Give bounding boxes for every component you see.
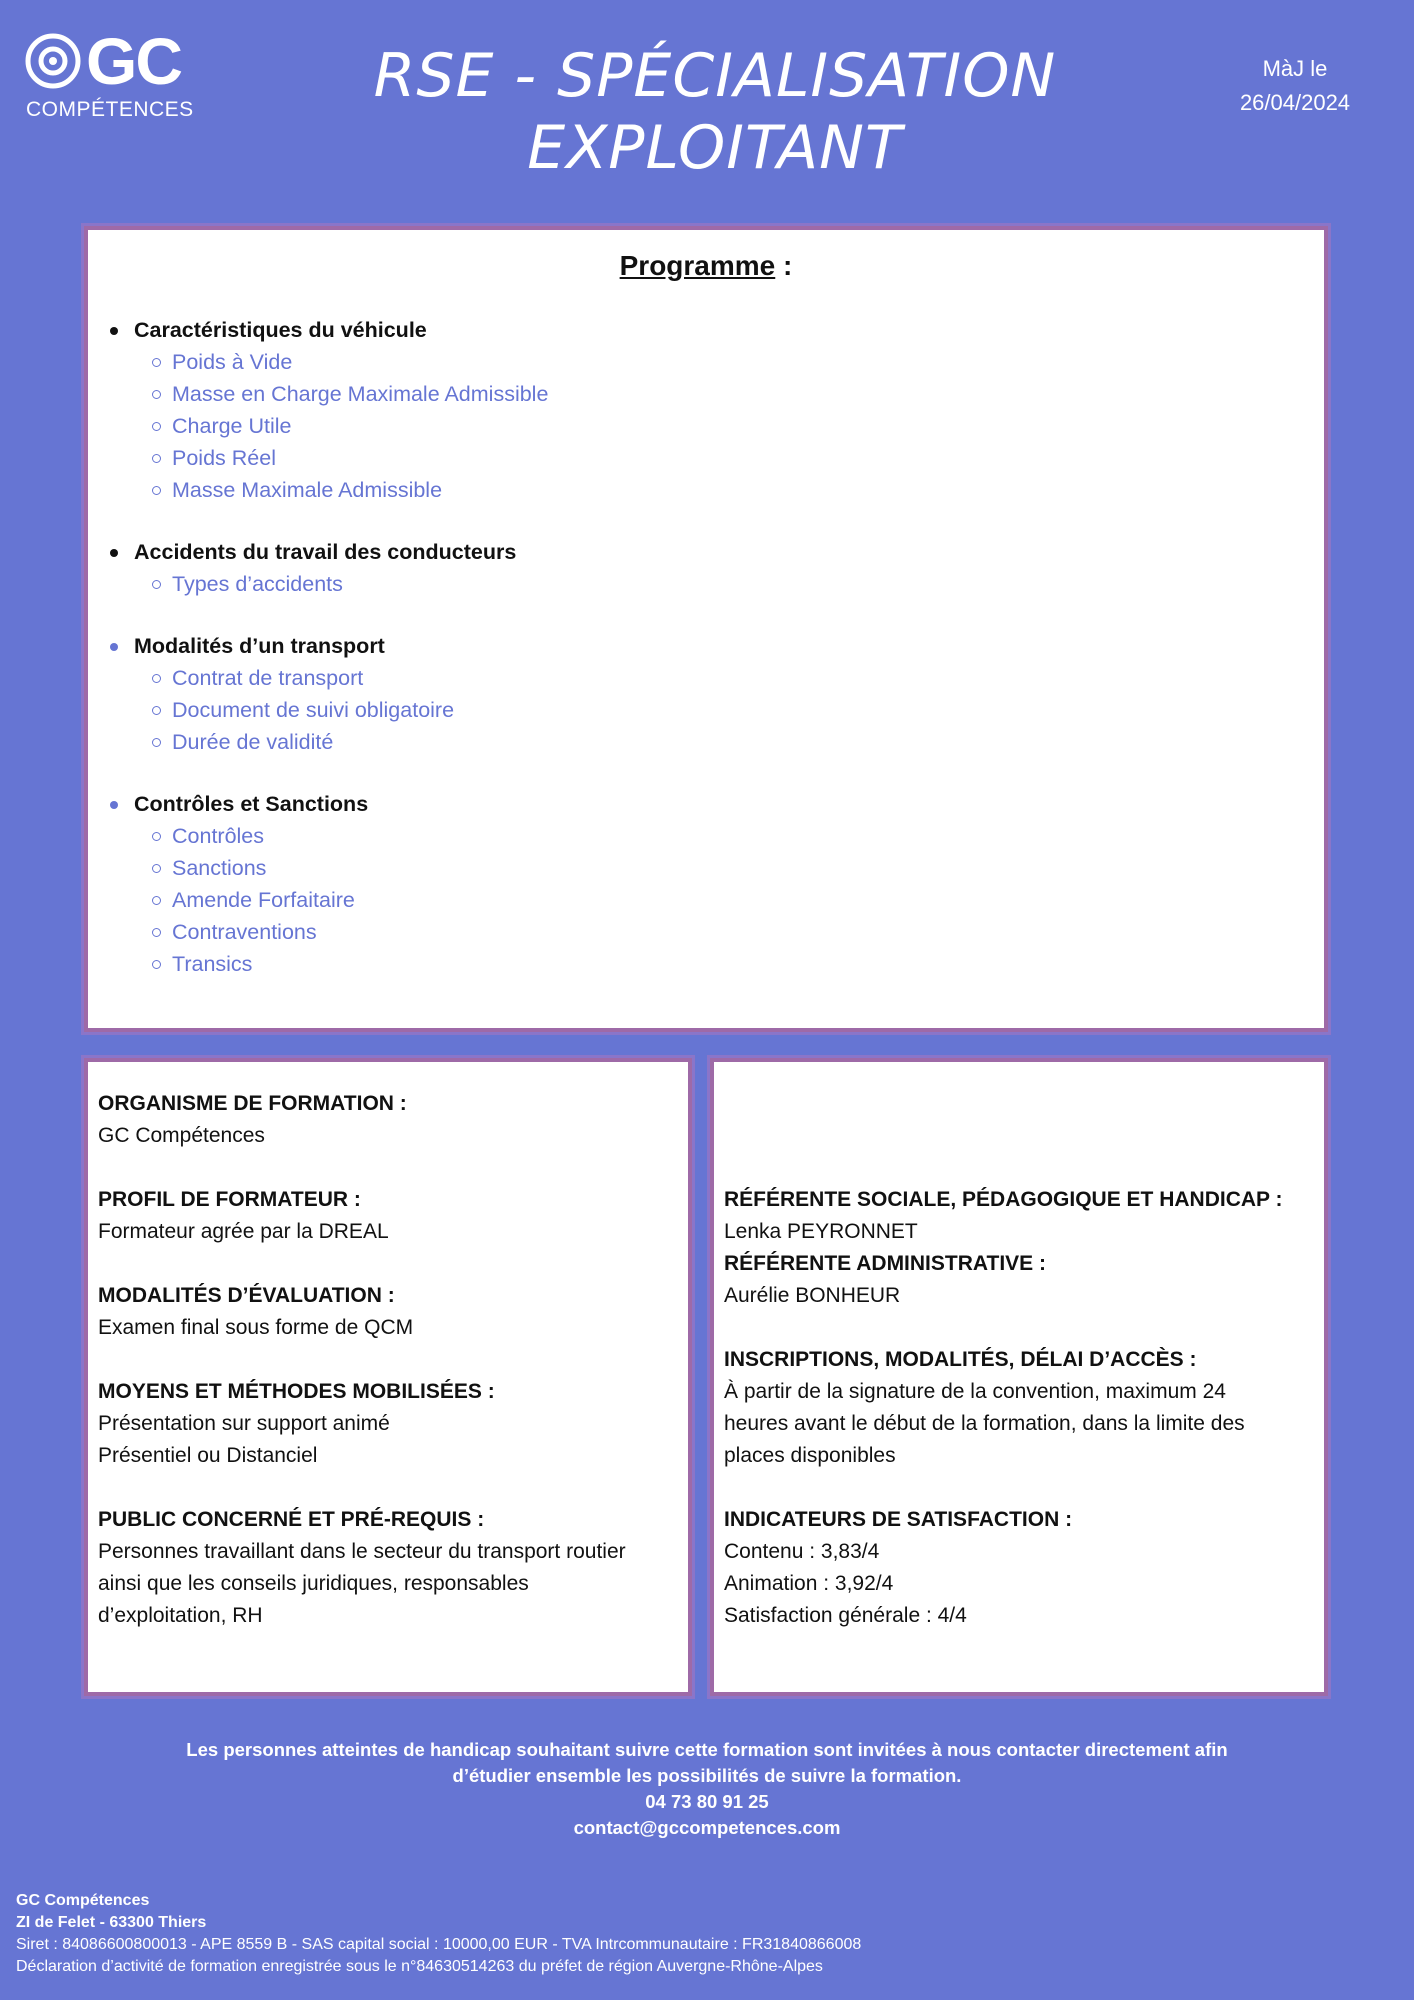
list-item	[152, 662, 1324, 694]
page-title	[330, 40, 1100, 184]
moyens-label: MOYENS ET MÉTHODES MOBILISÉES :	[98, 1380, 495, 1403]
circle-bullet-icon	[152, 960, 161, 969]
programme-heading-text: Programme	[619, 250, 776, 281]
logo-circle-icon	[24, 32, 82, 90]
circle-bullet-icon	[152, 422, 161, 431]
list-item-text: Masse en Charge Maximale Admissible	[172, 382, 549, 406]
update-date-block	[1200, 52, 1390, 120]
programme-topic	[108, 314, 1324, 506]
contact-info-card	[710, 1058, 1328, 1696]
circle-bullet-icon	[152, 928, 161, 937]
public-line-2: ainsi que les conseils juridiques, responsables	[98, 1572, 529, 1595]
satisfaction-label: INDICATEURS DE SATISFACTION :	[724, 1508, 1073, 1531]
bullet-icon	[110, 801, 118, 809]
topic-items	[108, 662, 1324, 758]
list-item	[152, 948, 1324, 980]
programme-topic	[108, 630, 1324, 758]
list-item-text: Contrat de transport	[172, 666, 364, 690]
training-info-card	[84, 1058, 692, 1696]
circle-bullet-icon	[152, 580, 161, 589]
list-item	[152, 378, 1324, 410]
list-item	[152, 726, 1324, 758]
topic-items	[108, 820, 1324, 980]
circle-bullet-icon	[152, 738, 161, 747]
profil-value: Formateur agrée par la DREAL	[98, 1220, 389, 1243]
company-legal-info	[16, 1890, 861, 1978]
bullet-icon	[110, 643, 118, 651]
contact-info	[724, 1184, 1283, 1632]
inscriptions-line-3: places disponibles	[724, 1444, 896, 1467]
organisme-value: GC Compétences	[98, 1124, 265, 1147]
list-item-text: Contraventions	[172, 920, 317, 944]
list-item-text: Amende Forfaitaire	[172, 888, 355, 912]
contact-email[interactable]: contact@gccompetences.com	[573, 1817, 841, 1838]
public-label: PUBLIC CONCERNÉ ET PRÉ-REQUIS :	[98, 1508, 485, 1531]
handicap-note	[100, 1737, 1314, 1841]
training-info	[98, 1088, 626, 1632]
contact-phone[interactable]: 04 73 80 91 25	[645, 1791, 769, 1812]
referente-admin-label: RÉFÉRENTE ADMINISTRATIVE :	[724, 1252, 1047, 1275]
referente-sociale-value: Lenka PEYRONNET	[724, 1220, 918, 1243]
circle-bullet-icon	[152, 864, 161, 873]
list-item-text: Charge Utile	[172, 414, 292, 438]
inscriptions-label: INSCRIPTIONS, MODALITÉS, DÉLAI D’ACCÈS :	[724, 1348, 1197, 1371]
list-item	[152, 820, 1324, 852]
circle-bullet-icon	[152, 832, 161, 841]
topic-items	[108, 568, 1324, 600]
list-item	[152, 474, 1324, 506]
list-item	[152, 916, 1324, 948]
company-name: GC Compétences	[16, 1892, 150, 1909]
list-item	[152, 884, 1324, 916]
public-line-1: Personnes travaillant dans le secteur du transport routier	[98, 1540, 626, 1563]
programme-heading-suffix: :	[775, 250, 793, 281]
list-item	[152, 568, 1324, 600]
list-item-text: Types d’accidents	[172, 572, 343, 596]
inscriptions-line-1: À partir de la signature de la convention, maximum 24	[724, 1380, 1226, 1403]
list-item-text: Poids Réel	[172, 446, 276, 470]
company-legal: Siret : 84086600800013 - APE 8559 B - SAS capital social : 10000,00 EUR - TVA Intrcommunautaire : FR31840866008	[16, 1936, 862, 1953]
list-item	[152, 410, 1324, 442]
company-declaration: Déclaration d’activité de formation enregistrée sous le n°84630514263 du préfet de région Auvergne-Rhône-Alpes	[16, 1958, 823, 1975]
moyens-value-1: Présentation sur support animé	[98, 1412, 390, 1435]
circle-bullet-icon	[152, 896, 161, 905]
topic-items	[108, 346, 1324, 506]
organisme-label: ORGANISME DE FORMATION :	[98, 1092, 407, 1115]
gc-logo	[24, 24, 214, 124]
update-date: 26/04/2024	[1239, 90, 1351, 115]
list-item-text: Document de suivi obligatoire	[172, 698, 455, 722]
satisfaction-generale: Satisfaction générale : 4/4	[724, 1604, 967, 1627]
circle-bullet-icon	[152, 674, 161, 683]
inscriptions-line-2: heures avant le début de la formation, dans la limite des	[724, 1412, 1245, 1435]
list-item	[152, 346, 1324, 378]
page-title-line1: RSE - SPÉCIALISATION	[373, 41, 1057, 111]
list-item	[152, 442, 1324, 474]
satisfaction-animation: Animation : 3,92/4	[724, 1572, 894, 1595]
update-label: MàJ le	[1262, 56, 1328, 81]
programme-heading	[88, 250, 1324, 282]
list-item-text: Masse Maximale Admissible	[172, 478, 443, 502]
list-item	[152, 852, 1324, 884]
topic-title: Contrôles et Sanctions	[134, 792, 369, 816]
topic-title: Caractéristiques du véhicule	[134, 318, 427, 342]
public-line-3: d’exploitation, RH	[98, 1604, 263, 1627]
logo-mark	[24, 24, 181, 98]
programme-topic	[108, 536, 1324, 600]
list-item-text: Sanctions	[172, 856, 267, 880]
list-item-text: Contrôles	[172, 824, 265, 848]
circle-bullet-icon	[152, 358, 161, 367]
profil-label: PROFIL DE FORMATEUR :	[98, 1188, 361, 1211]
topic-title: Modalités d’un transport	[134, 634, 385, 658]
handicap-line-2: d’étudier ensemble les possibilités de suivre la formation.	[452, 1765, 962, 1786]
circle-bullet-icon	[152, 486, 161, 495]
circle-bullet-icon	[152, 454, 161, 463]
programme-card	[84, 226, 1328, 1032]
referente-sociale-label: RÉFÉRENTE SOCIALE, PÉDAGOGIQUE ET HANDICAP :	[724, 1188, 1283, 1211]
logo-letters: GC	[86, 24, 181, 98]
satisfaction-contenu: Contenu : 3,83/4	[724, 1540, 880, 1563]
list-item-text: Durée de validité	[172, 730, 334, 754]
page-title-line2: EXPLOITANT	[527, 113, 903, 183]
list-item-text: Poids à Vide	[172, 350, 293, 374]
logo-subtitle: COMPÉTENCES	[26, 98, 194, 121]
moyens-value-2: Présentiel ou Distanciel	[98, 1444, 318, 1467]
handicap-line-1: Les personnes atteintes de handicap souhaitant suivre cette formation sont invitées à nous contacter directement afin	[186, 1739, 1228, 1760]
programme-topic	[108, 788, 1324, 980]
evaluation-value: Examen final sous forme de QCM	[98, 1316, 414, 1339]
bullet-icon	[110, 327, 118, 335]
circle-bullet-icon	[152, 390, 161, 399]
topic-title: Accidents du travail des conducteurs	[134, 540, 517, 564]
list-item	[152, 694, 1324, 726]
bullet-icon	[110, 549, 118, 557]
evaluation-label: MODALITÉS D’ÉVALUATION :	[98, 1284, 395, 1307]
referente-admin-value: Aurélie BONHEUR	[724, 1284, 901, 1307]
circle-bullet-icon	[152, 706, 161, 715]
programme-list	[88, 314, 1324, 980]
list-item-text: Transics	[172, 952, 253, 976]
company-address: ZI de Felet - 63300 Thiers	[16, 1914, 207, 1931]
